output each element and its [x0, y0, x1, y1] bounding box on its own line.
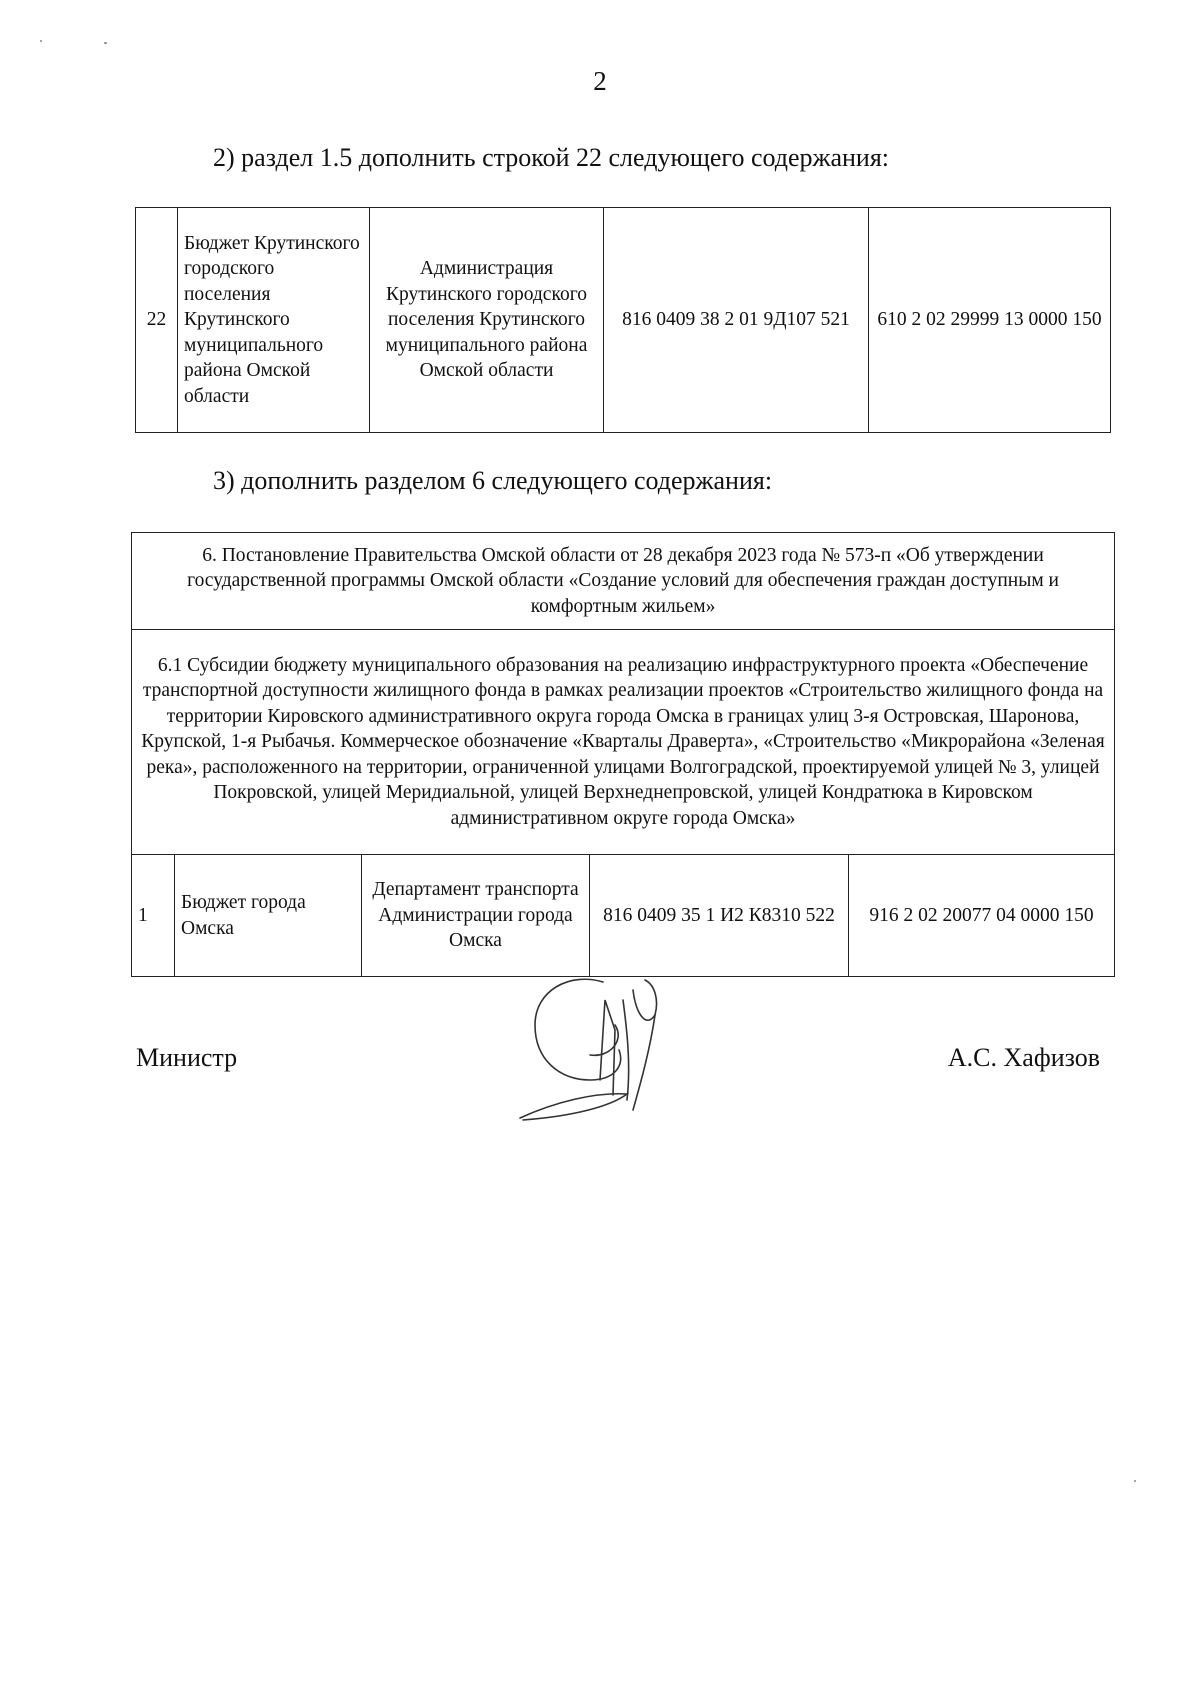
- scan-speck: [1134, 1480, 1136, 1482]
- row-number: 22: [136, 208, 178, 433]
- budget-name: Бюджет Крутинского городского поселения Крутинского муниципального района Омской области: [178, 208, 370, 433]
- expense-code: 816 0409 38 2 01 9Д107 521: [604, 208, 869, 433]
- revenue-code: 610 2 02 29999 13 0000 150: [869, 208, 1111, 433]
- expense-code: 816 0409 35 1 И2 К8310 522: [590, 855, 849, 977]
- section-header-row: [132, 533, 1115, 630]
- signatory-position: Министр: [136, 1043, 238, 1072]
- page-number: 2: [593, 66, 607, 96]
- scan-speck: [40, 40, 42, 42]
- row-number: 1: [132, 855, 175, 977]
- instruction-add-section-6: 3) дополнить разделом 6 следующего содержания:: [213, 466, 773, 495]
- handwritten-signature-icon: [515, 970, 715, 1130]
- instruction-add-row-22: 2) раздел 1.5 дополнить строкой 22 следующего содержания:: [213, 143, 890, 172]
- budget-name: Бюджет города Омска: [175, 855, 362, 977]
- subsection-header: 6.1 Субсидии бюджету муниципального образования на реализацию инфраструктурного проекта «Обеспечение транспортной доступности жилищного фонда в рамках реализации проектов «Строительство жилищного фонда на территории Кировского административного округа города Омска в границах улиц 3-я Островская, Шаронова, Крупской, 1-я Рыбачья. Коммерческое обозначение «Кварталы Драверта», «Строительство «Микрорайона «Зеленая река», расположенного на территории, ограниченной улицами Волгоградской, проектируемой улицей № 3, улицей Покровской, улицей Меридиальной, улицей Верхнеднепровской, улицей Кондратюка в Кировском административном округе города Омска»: [132, 630, 1115, 855]
- scan-speck: [104, 42, 107, 44]
- administrator-name: Департамент транспорта Администрации города Омска: [362, 855, 590, 977]
- table-section-6: [131, 532, 1115, 977]
- table-row: [132, 855, 1115, 977]
- table-row: [136, 208, 1111, 433]
- revenue-code: 916 2 02 20077 04 0000 150: [849, 855, 1115, 977]
- section-header: 6. Постановление Правительства Омской области от 28 декабря 2023 года № 573-п «Об утверждении государственной программы Омской области «Создание условий для обеспечения граждан доступным и комфортным жильем»: [132, 533, 1115, 630]
- table-section-1-5-row: [135, 207, 1111, 433]
- administrator-name: Администрация Крутинского городского поселения Крутинского муниципального района Омской области: [370, 208, 604, 433]
- signatory-name: А.С. Хафизов: [947, 1043, 1100, 1072]
- subsection-header-row: [132, 630, 1115, 855]
